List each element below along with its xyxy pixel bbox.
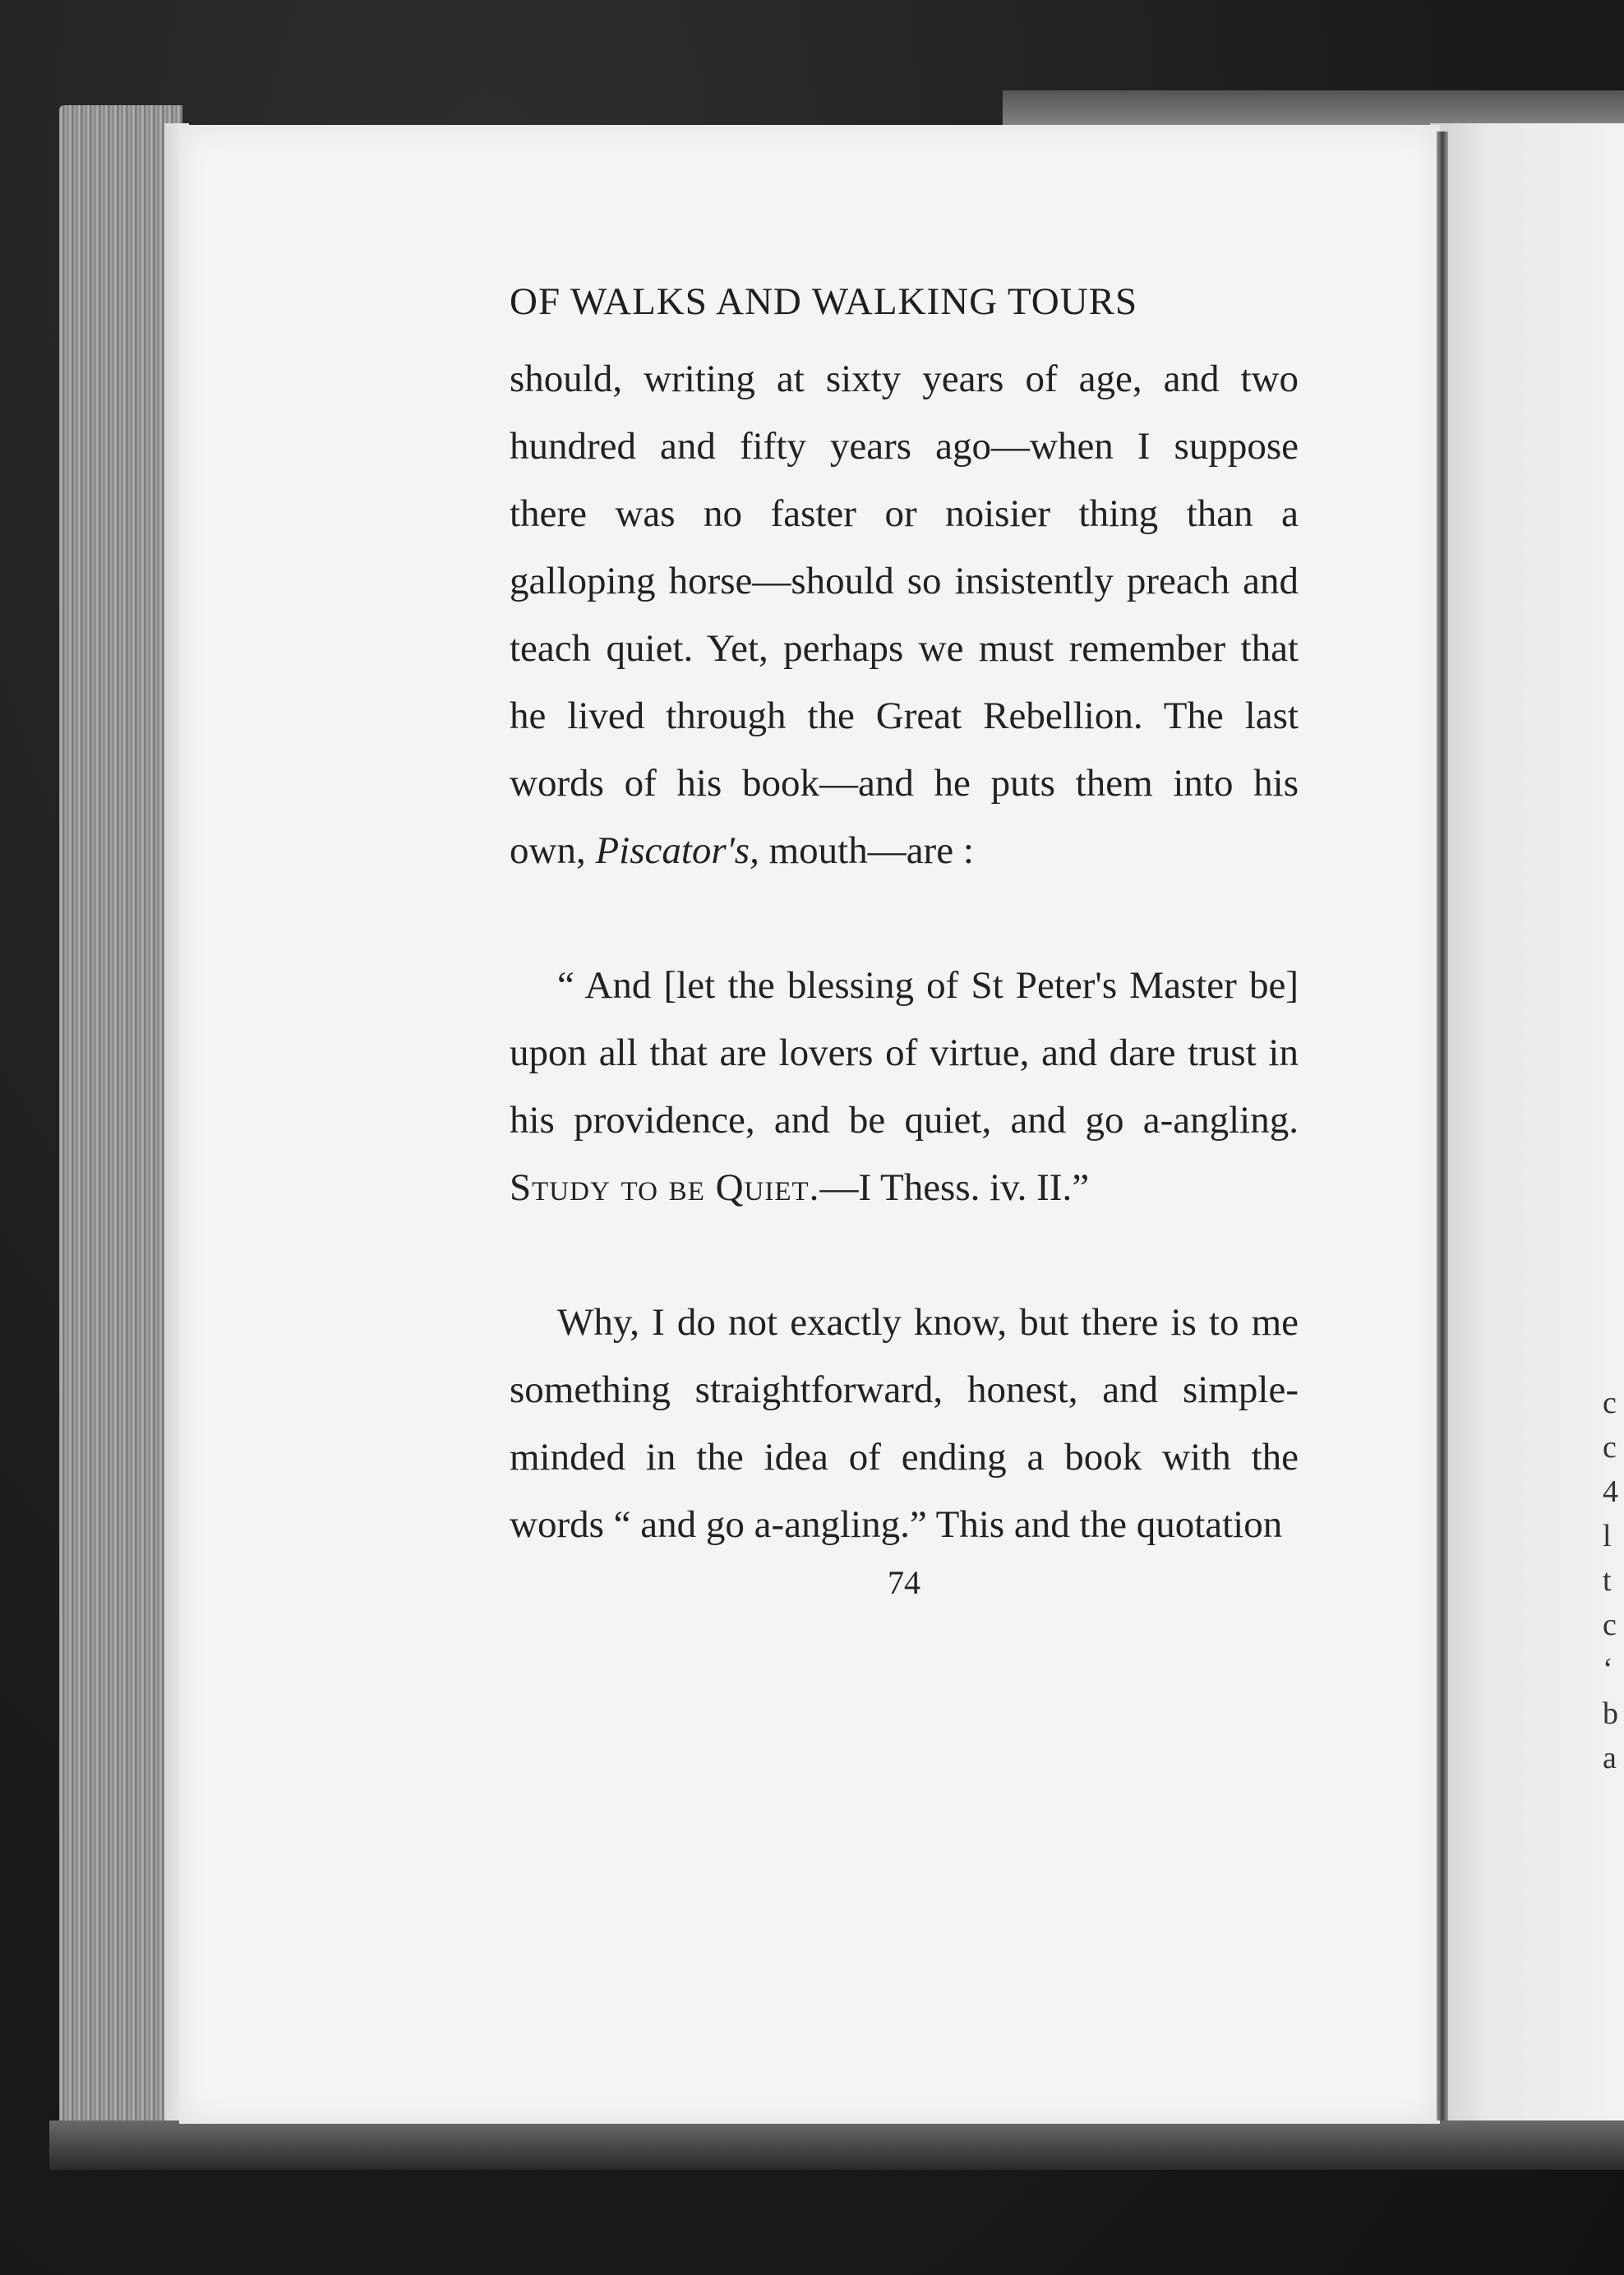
facing-letter: c <box>1603 1608 1617 1642</box>
facing-letter: b <box>1603 1696 1618 1731</box>
page-content <box>510 279 1299 1602</box>
facing-letter: 4 <box>1603 1474 1618 1509</box>
facing-letter: ‘ <box>1603 1652 1613 1687</box>
block-quote <box>510 952 1299 1221</box>
facing-letter: a <box>1603 1741 1617 1775</box>
running-head: OF WALKS AND WALKING TOURS <box>510 280 1138 323</box>
facing-letter: c <box>1603 1386 1617 1420</box>
facing-page-text <box>1603 1381 1624 1780</box>
page-number: 74 <box>888 1564 920 1601</box>
paragraph <box>510 1289 1299 1558</box>
paragraph-text: Why, I do not exactly know, but there is to me something straightforward, honest, and simple-minded in the idea of ending a book with the words “ and go a-angling.” This and the quotation <box>510 1301 1299 1546</box>
paragraph-text: should, writing at sixty years of age, and two hundred and fifty years ago—when I suppose there was no faster or noisier thing than a galloping horse—should so insistently preach and teach quiet. Yet, perhaps we must remember that he lived through the Great Rebellion. The last words of his book—and he puts them into his own, <box>510 358 1299 872</box>
paragraph-text-end: mouth—are : <box>759 829 974 872</box>
quote-text: “ And [let the blessing of St Peter's Master be] upon all that are lovers of virtue, and dare trust in his providence, and be quiet, and go a-angling. <box>510 964 1299 1142</box>
book-bottom-shadow <box>49 2120 1624 2170</box>
paragraph-continued <box>510 345 1299 884</box>
quote-small-caps: Study to be Quiet. <box>510 1166 820 1209</box>
quote-citation: —I Thess. iv. II.” <box>819 1166 1090 1209</box>
facing-letter: c <box>1603 1430 1617 1465</box>
book-gutter <box>1437 132 1448 2120</box>
facing-letter: l <box>1603 1519 1612 1553</box>
facing-page <box>1430 123 1624 2129</box>
facing-letter: t <box>1603 1563 1612 1598</box>
italic-name: Piscator's, <box>595 829 759 872</box>
